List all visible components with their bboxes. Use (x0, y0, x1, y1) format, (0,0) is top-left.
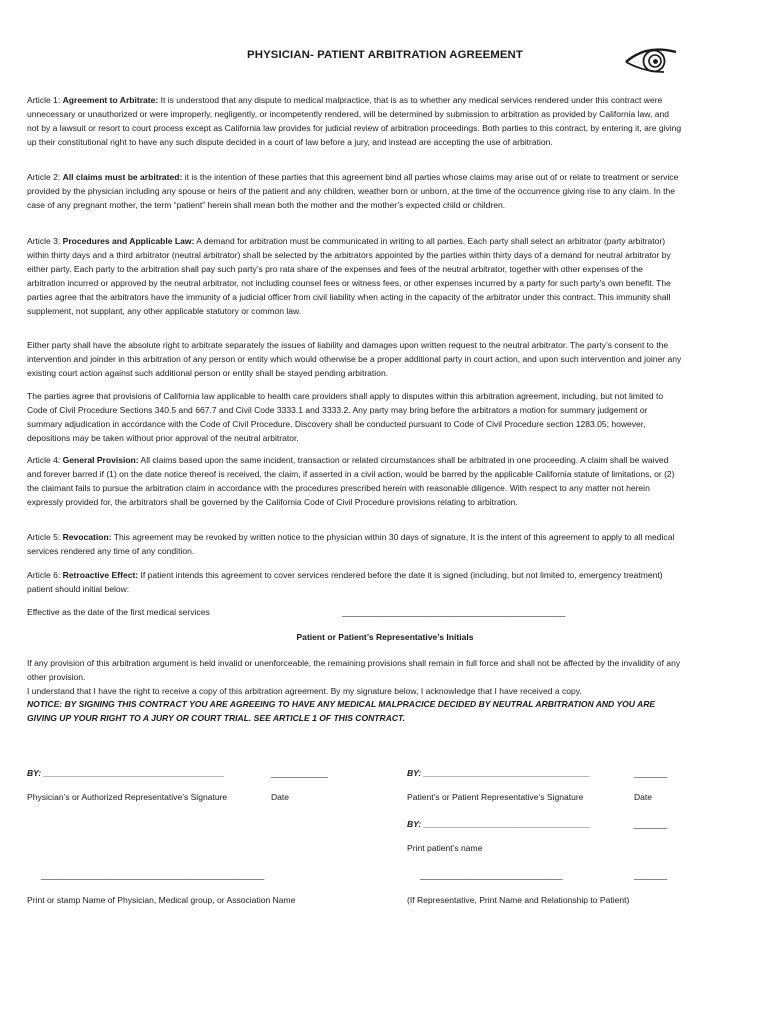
article-4: Article 4: General Provision: All claims based upon the same incident, transaction or related circumstances shall be arbitrated in one proceeding. A claim shall be waived and forever barred if (1) on the date notice thereof is received, the claim, if asserted in a civil action, would be barred by the applicable California statute of limitations, or (2) the claimant fails to pursue the arbitration claim in accordance with the procedures prescribed herein with reasonable diligence. With respect to any matter not herein expressly provided for, the arbitrators shall be governed by the California Code of Civil Procedure provisions relating to arbitration. (27, 455, 675, 507)
representative-label: (If Representative, Print Name and Relationship to Patient) (407, 895, 630, 905)
article-3-separate-issues: Either party shall have the absolute right to arbitrate separately the issues of liability and damages upon written request to the neutral arbitrator. The party’s consent to the intervention and joinder in this arbitration of any person or entity which would otherwise be a proper additional party in court action, and upon such intervention and joiner any existing court action against such additional person or entity shall be stayed pending arbitration. (27, 340, 682, 378)
representative-line[interactable]: ______________________________ (420, 870, 563, 880)
patient-signature-line[interactable]: BY: ___________________________________ (407, 768, 590, 778)
article-heading: Revocation: (62, 532, 112, 542)
article-5: Article 5: Revocation: This agreement may be revoked by written notice to the physician within 30 days of signature, It is the intent of this agreement to apply to all medical services rendered any time of any condition. (27, 532, 675, 556)
effective-date-label: Effective as the date of the first medical services (27, 607, 210, 617)
patient-signature-label: Patient’s or Patient Representative’s Signature (407, 792, 584, 802)
article-heading: Agreement to Arbitrate: (62, 95, 159, 105)
copy-acknowledgement: I understand that I have the right to receive a copy of this arbitration agreement. By my signature below, I acknowledge that I have received a copy. (27, 686, 582, 696)
article-heading: Retroactive Effect: (62, 570, 139, 580)
patient-date-label: Date (634, 792, 653, 802)
article-heading: Procedures and Applicable Law: (62, 236, 195, 246)
article-3: Article 3: Procedures and Applicable Law: A demand for arbitration must be communicated in writing to all parties. Each party shall select an arbitrator (party arbitrator) within thirty days and a third arbitrator (neutral arbitrator) shall be selected by the arbitrators appointed by the parties within thirty days of a demand for neutral arbitrator by either party. Each party to the arbitration shall pay such party’s pro rata share of the expenses and fees of the neutral arbitrator, together with other expenses of the arbitration incurred or approved by the neutral arbitrator, not including counsel fees or witness fees, or other expenses incurred by a party for such party’s own benefit. The parties agree that the arbitrators have the immunity of a judicial officer from civil liability when acting in the capacity of the arbitrator under this contract. This immunity shall supplement, not supplant, any other applicable statutory or common law. (27, 236, 671, 316)
physician-signature-line[interactable]: BY: ______________________________________ (27, 768, 225, 778)
representative-date-line[interactable]: _______ (634, 870, 668, 880)
print-date-line[interactable]: _______ (634, 819, 668, 829)
print-name-line[interactable]: BY: ___________________________________ (407, 819, 590, 829)
initials-label: Patient or Patient’s Representative’s Initials (296, 632, 474, 642)
severability-clause: If any provision of this arbitration argument is held invalid or unenforceable, the remaining provisions shall remain in full force and shall not be affected by the invalidity of any other provision. (27, 658, 681, 682)
article-heading: General Provision: (62, 455, 139, 465)
initials-line[interactable]: _______________________________________________ (342, 607, 566, 617)
article-3-applicable-law: The parties agree that provisions of California law applicable to health care providers shall apply to disputes within this arbitration agreement, including, but not limited to Code of Civil Procedure Sections 340.5 and 667.7 and Civil Code 3333.1 and 3333.2. Any party may bring before the arbitrators a motion for summary judgement or summary adjudication in accordance with the Code of Civil Procedure. Discovery shall be conducted pursuant to Code of Civil Procedure section 1283.05; however, depositions may be taken without prior approval of the neutral arbitrator. (27, 391, 664, 443)
article-6: Article 6: Retroactive Effect: If patient intends this agreement to cover services rendered before the date it is signed (including, but not limited to, emergency treatment) patient should initial below: (27, 570, 663, 594)
patient-date-line[interactable]: _______ (634, 768, 668, 778)
eye-logo-icon (624, 42, 680, 78)
document-title: PHYSICIAN- PATIENT ARBITRATION AGREEMENT (247, 49, 523, 61)
stamp-name-label: Print or stamp Name of Physician, Medical group, or Association Name (27, 895, 296, 905)
notice-statement: NOTICE: BY SIGNING THIS CONTRACT YOU ARE AGREEING TO HAVE ANY MEDICAL MALPRACICE DECIDED BY NEUTRAL ARBITRATION AND YOU ARE GIVING UP YOUR RIGHT TO A JURY OR COURT TRIAL. SEE ARTICLE 1 OF THIS CONTRACT. (27, 699, 656, 723)
article-2: Article 2: All claims must be arbitrated: it is the intention of these parties that this agreement bind all parties whose claims may arise out of or relate to treatment or service provided by the physician including any spouse or heirs of the patient and any children, weather born or unborn, at the time of the occurrence giving rise to any claim. In the case of any pregnant mother, the term “patient” herein shall mean both the mother and the mother’s expected child or children. (27, 172, 679, 210)
physician-signature-label: Physician’s or Authorized Representative’s Signature (27, 792, 228, 802)
article-heading: All claims must be arbitrated: (62, 172, 183, 182)
physician-date-label: Date (271, 792, 290, 802)
physician-date-line[interactable]: ____________ (271, 768, 329, 778)
article-1: Article 1: Agreement to Arbitrate: It is understood that any dispute to medical malpractice, that is as to whether any medical services rendered under this contract were unnecessary or unauthorized or were improperly, negligently, or incompetently rendered, will be determined by submission to arbitration as provided by California law, and not by a lawsuit or resort to court process except as California law provides for judicial review of arbitration proceedings. Both parties to this contract, by entering it, are giving up their constitutional right to have any such dispute decided in a court of law before a jury, and instead are accepting the use of arbitration. (27, 95, 682, 147)
print-patient-label: Print patient’s name (407, 843, 483, 853)
stamp-name-line[interactable]: _______________________________________________ (41, 870, 265, 880)
